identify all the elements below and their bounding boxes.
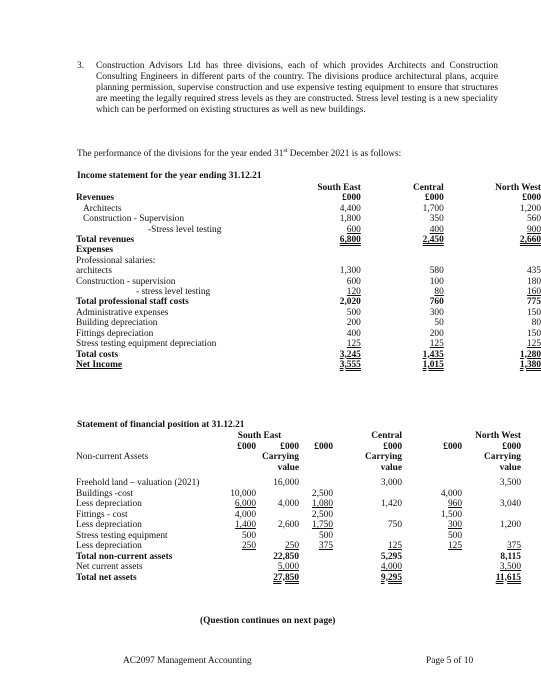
header-north-west: North West — [495, 183, 541, 193]
question-number: 3. — [77, 61, 85, 71]
cell-central: 760 — [429, 297, 444, 308]
cell: 1,500 — [440, 509, 462, 520]
cell: 4,000 — [234, 509, 256, 520]
cell: 1,200 — [499, 520, 521, 530]
row-label: Total costs — [76, 349, 119, 360]
row-label: Professional salaries: — [76, 255, 156, 266]
row-label: Construction - Supervision — [83, 214, 185, 225]
cell: 3,500 — [499, 562, 521, 572]
cell: 2,500 — [311, 509, 333, 520]
cell-se: 200 — [346, 318, 361, 329]
cell — [220, 478, 256, 489]
cell: 16,000 — [273, 478, 299, 488]
cell: 1,420 — [380, 499, 402, 509]
table-row — [76, 360, 541, 370]
cell-se: 6,800 — [339, 235, 361, 246]
cell-se: 3,245 — [339, 349, 361, 360]
cell-central: 100 — [429, 276, 444, 287]
table-row — [76, 266, 541, 276]
row-label: - stress level testing — [136, 287, 211, 298]
row-label: Fittings depreciation — [76, 328, 154, 339]
cell: 9,295 — [380, 572, 402, 583]
row-label: Total net assets — [76, 572, 137, 583]
value-label: value — [380, 462, 402, 473]
question-paragraph: Construction Advisors Ltd has three divisions, each of which provides Architects and Construction Consulting Engineers in different parts of the country. The divisions produce architectural plans, acquire planning permission, supervise construction and use expensive testing equipment to ensure that structures are meeting the legally required stress levels as they are constructed. Stress level testing is a new speciality which can be performed on existing structures as well as new buildings. — [96, 61, 498, 116]
row-label: Total non-current assets — [76, 551, 173, 562]
cell-se: 600 — [346, 224, 361, 235]
cell-central: 400 — [429, 224, 444, 235]
table-row — [76, 318, 541, 328]
value-label: value — [277, 462, 299, 473]
performance-text-start: The performance of the divisions for the year ended 31 — [77, 149, 284, 160]
footer-course: AC2097 Management Accounting — [123, 656, 252, 666]
cell-nw: 1,380 — [519, 359, 541, 370]
row-label: architects — [76, 266, 112, 277]
header-north-west: North West — [475, 431, 521, 441]
income-statement-table — [76, 183, 541, 370]
non-current-assets-label: Non-current Assets — [76, 452, 149, 462]
cell: 500 — [447, 530, 462, 541]
cell-nw: 900 — [526, 224, 541, 235]
cell — [333, 531, 402, 542]
row-label: Total professional staff costs — [76, 297, 189, 308]
cell-nw: 1,200 — [519, 203, 541, 214]
row-label: Buildings -cost — [76, 488, 134, 499]
table-row — [76, 308, 541, 318]
income-statement-title: Income statement for the year ending 31.12.21 — [77, 171, 262, 181]
cell: 250 — [241, 541, 256, 551]
cell-se: 4,400 — [339, 203, 361, 214]
unit-cell: £000 — [502, 441, 521, 452]
table-row — [76, 350, 541, 360]
row-label: Administrative expenses — [76, 307, 169, 318]
row-label: Net current assets — [76, 562, 143, 572]
table-row — [76, 339, 541, 349]
cell: 250 — [284, 541, 299, 551]
footer-page-number: Page 5 of 10 — [426, 656, 474, 666]
sfp-value-row — [76, 463, 521, 474]
unit-cell: £000 — [237, 441, 256, 452]
cell-nw: 560 — [526, 214, 541, 225]
cell: 4,000 — [380, 562, 402, 572]
table-row — [76, 510, 521, 521]
cell: 125 — [447, 541, 462, 551]
cell — [299, 478, 333, 489]
sfp-units-row — [76, 442, 521, 453]
cell: 1,080 — [311, 499, 333, 509]
unit-cell: £000 — [314, 441, 333, 452]
cell-nw: 2,660 — [519, 235, 541, 246]
cell: 375 — [506, 541, 521, 551]
sfp-header-row — [76, 431, 521, 442]
cell: 750 — [387, 520, 402, 530]
cell-central: 125 — [429, 339, 444, 350]
table-row — [76, 256, 541, 266]
cell-nw: 435 — [526, 266, 541, 277]
cell: 4,000 — [440, 488, 462, 499]
table-row — [76, 562, 521, 573]
financial-position-table — [76, 431, 521, 583]
cell: 5,000 — [277, 562, 299, 572]
is-units-row — [76, 193, 541, 203]
cell: 6,000 — [234, 499, 256, 509]
cell: 22,850 — [273, 551, 299, 562]
table-row — [76, 478, 521, 489]
cell-central: 1,435 — [422, 349, 444, 360]
cell: 125 — [387, 541, 402, 551]
row-label: Fittings - cost — [76, 509, 128, 520]
table-row — [76, 541, 521, 552]
cell-se: 1,800 — [339, 214, 361, 225]
table-row — [76, 245, 541, 255]
cell-central: 2,450 — [422, 235, 444, 246]
row-label: Construction - supervision — [76, 276, 176, 287]
performance-sup: st — [283, 148, 288, 154]
row-label: Net Income — [76, 359, 123, 370]
cell-nw: 160 — [526, 287, 541, 298]
cell: 27,850 — [273, 572, 299, 583]
cell-se: 1,300 — [339, 266, 361, 277]
cell: 11,615 — [495, 572, 521, 583]
unit-cell: £000 — [280, 441, 299, 452]
carrying-label: Carrying — [365, 452, 402, 462]
unit-cell: £000 — [443, 441, 462, 452]
cell-central: 80 — [434, 287, 444, 298]
table-row — [76, 499, 521, 510]
header-south-east: South East — [237, 431, 282, 441]
cell: 4,000 — [277, 499, 299, 509]
cell-nw: 125 — [526, 339, 541, 350]
is-header-row — [76, 183, 541, 193]
header-central: Central — [371, 431, 402, 441]
row-label: Less depreciation — [76, 520, 142, 530]
row-label: Less depreciation — [76, 499, 142, 509]
cell-se: 500 — [346, 307, 361, 318]
cell — [462, 510, 521, 521]
row-label: Stress testing equipment — [76, 530, 168, 541]
table-row — [76, 287, 541, 297]
row-label: Expenses — [76, 245, 113, 256]
cell-central: 1,700 — [422, 203, 444, 214]
cell — [256, 489, 299, 500]
cell: 2,500 — [311, 488, 333, 499]
row-label: Freehold land – valuation (2021) — [76, 478, 200, 488]
cell — [333, 510, 402, 521]
row-label: Total revenues — [76, 235, 135, 246]
table-row — [76, 573, 521, 584]
table-row — [76, 520, 521, 531]
unit-central: £000 — [425, 193, 444, 204]
header-central: Central — [413, 183, 444, 193]
row-label: Less depreciation — [76, 541, 142, 551]
cell-central: 300 — [429, 307, 444, 318]
revenues-label: Revenues — [76, 193, 115, 204]
table-row — [76, 277, 541, 287]
cell — [462, 531, 521, 542]
cell: 300 — [447, 520, 462, 530]
table-row — [76, 235, 541, 245]
cell: 1,400 — [234, 520, 256, 530]
cell-se: 600 — [346, 276, 361, 287]
table-row — [76, 531, 521, 542]
cell-central: 50 — [434, 318, 444, 329]
financial-position-title: Statement of financial position at 31.12.21 — [77, 420, 245, 430]
cell: 10,000 — [230, 488, 256, 499]
cell-nw: 1,280 — [519, 349, 541, 360]
value-label: value — [499, 462, 521, 473]
table-row — [76, 297, 541, 307]
cell-central: 350 — [429, 214, 444, 225]
cell: 960 — [447, 499, 462, 509]
cell — [256, 510, 299, 521]
cell-nw: 150 — [526, 328, 541, 339]
unit-cell: £000 — [383, 441, 402, 452]
cell-nw: 775 — [526, 297, 541, 308]
continues-note: (Question continues on next page) — [200, 616, 336, 626]
cell: 3,040 — [499, 499, 521, 509]
cell — [462, 489, 521, 500]
cell-se: 2,020 — [339, 297, 361, 308]
cell: 500 — [318, 530, 333, 541]
cell-se: 400 — [346, 328, 361, 339]
cell-nw: 180 — [526, 276, 541, 287]
cell-central: 1,015 — [422, 359, 444, 370]
unit-nw: £000 — [522, 193, 541, 204]
table-row — [76, 225, 541, 235]
cell-central: 580 — [429, 266, 444, 277]
cell: 375 — [318, 541, 333, 551]
sfp-carrying-row — [76, 452, 521, 463]
performance-intro — [77, 148, 401, 160]
cell: 3,000 — [380, 478, 402, 488]
cell: 500 — [241, 530, 256, 541]
cell: 2,600 — [277, 520, 299, 530]
table-row — [76, 329, 541, 339]
row-label: Architects — [83, 203, 122, 214]
cell — [256, 531, 299, 542]
table-row — [76, 489, 521, 500]
cell — [402, 478, 462, 489]
unit-se: £000 — [342, 193, 361, 204]
table-row — [76, 214, 541, 224]
row-label: Building depreciation — [76, 318, 158, 329]
header-south-east: South East — [317, 183, 361, 193]
cell-nw: 80 — [531, 318, 541, 329]
carrying-label: Carrying — [262, 452, 299, 462]
table-row — [76, 552, 521, 563]
cell: 8,115 — [500, 551, 521, 562]
row-label: Stress testing equipment depreciation — [76, 339, 217, 350]
cell: 5,295 — [380, 551, 402, 562]
cell: 3,500 — [499, 478, 521, 488]
performance-text-end: December 2021 is as follows: — [287, 149, 402, 160]
cell-se: 120 — [346, 287, 361, 298]
cell: 1,750 — [311, 520, 333, 530]
carrying-label: Carrying — [484, 452, 521, 462]
row-label: -Stress level testing — [148, 224, 222, 235]
cell-nw: 150 — [526, 307, 541, 318]
cell-se: 125 — [346, 339, 361, 350]
table-row — [76, 204, 541, 214]
cell — [333, 489, 402, 500]
cell-se: 3,555 — [339, 359, 361, 370]
cell-central: 200 — [429, 328, 444, 339]
